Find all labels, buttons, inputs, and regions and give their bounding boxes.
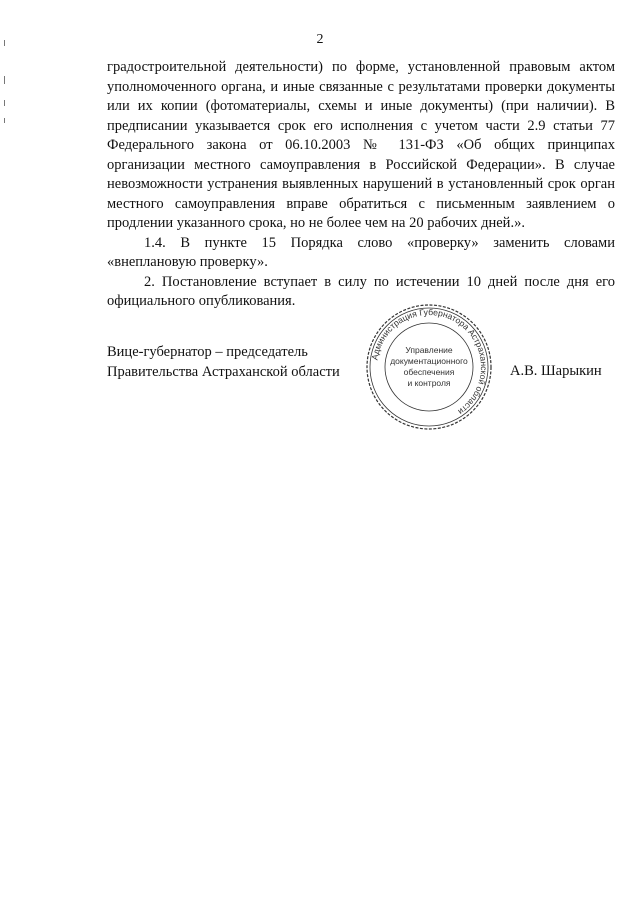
paragraph-item-2: 2. Постановление вступает в силу по истечении 10 дней после дня его официального опубликования. xyxy=(107,273,615,309)
page-number: 2 xyxy=(316,32,324,47)
stamp-center-line-2: документационного xyxy=(390,356,468,366)
official-stamp xyxy=(365,303,493,431)
scan-margin-marks xyxy=(4,40,8,130)
stamp-center-line-1: Управление xyxy=(405,345,453,355)
document-body xyxy=(107,58,615,312)
signature-position-line-1: Вице-губернатор – председатель xyxy=(107,344,308,360)
signature-position-line-2: Правительства Астраханской области xyxy=(107,363,340,380)
signature-position xyxy=(107,343,340,382)
stamp-ring-text: Администрация Губернатора Астраханской области xyxy=(369,306,490,418)
signer-name: А.В. Шарыкин xyxy=(510,363,602,379)
stamp-center-line-4: и контроля xyxy=(407,378,451,388)
paragraph-continuation: градостроительной деятельности) по форме, установленной правовым актом уполномоченного органа, и иные связанные с результатами проверки документы или их копии (фотоматериалы, схемы и иные документы) (при наличии). В предписании указывается срок его исполнения с учетом части 2.9 статьи 77 Федерального закона от 06.10.2003 № 131-ФЗ «Об общих принципах организации местного самоуправления в Российской Федерации». В случае невозможности устранения выявленных нарушений в установленный срок орган местного самоуправления вправе обратиться с письменным заявлением о продлении указанного срока, но не более чем на 20 рабочих дней.». xyxy=(107,59,615,231)
stamp-center-line-3: обеспечения xyxy=(403,367,455,377)
paragraph-item-1-4: 1.4. В пункте 15 Порядка слово «проверку» заменить словами «внеплановую проверку». xyxy=(107,234,615,270)
